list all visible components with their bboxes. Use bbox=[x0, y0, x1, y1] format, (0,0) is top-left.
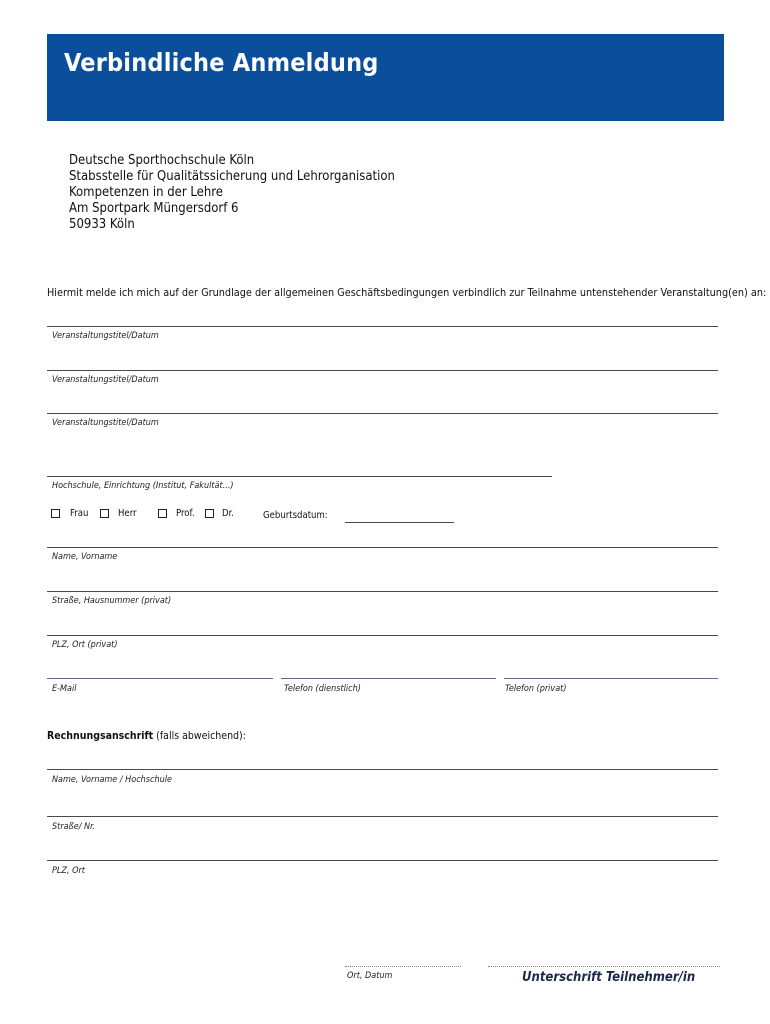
phone-private-label: Telefon (privat) bbox=[505, 684, 567, 694]
billing-name-label: Name, Vorname / Hochschule bbox=[52, 775, 172, 785]
billing-street-label: Straße/ Nr. bbox=[52, 822, 96, 832]
checkbox-herr-label: Herr bbox=[118, 508, 137, 519]
page-title: Verbindliche Anmeldung bbox=[64, 48, 379, 77]
place-date-field[interactable] bbox=[345, 966, 461, 967]
billing-name-field[interactable] bbox=[47, 769, 718, 770]
institution-label: Hochschule, Einrichtung (Institut, Fakultät...) bbox=[52, 481, 234, 491]
place-date-label: Ort, Datum bbox=[347, 971, 393, 981]
signature-field[interactable] bbox=[488, 966, 720, 967]
event-2-field[interactable] bbox=[47, 370, 718, 371]
email-label: E-Mail bbox=[52, 684, 77, 694]
checkbox-dr-label: Dr. bbox=[222, 508, 234, 519]
address-line: Kompetenzen in der Lehre bbox=[69, 185, 223, 200]
address-line: Stabsstelle für Qualitätssicherung und Lehrorganisation bbox=[69, 169, 395, 184]
birthdate-label: Geburtsdatum: bbox=[263, 510, 328, 521]
event-1-field[interactable] bbox=[47, 326, 718, 327]
checkbox-dr[interactable] bbox=[205, 509, 214, 518]
phone-work-field[interactable] bbox=[281, 678, 496, 679]
name-label: Name, Vorname bbox=[52, 552, 118, 562]
billing-heading-rest: (falls abweichend): bbox=[153, 730, 246, 742]
intro-text: Hiermit melde ich mich auf der Grundlage der allgemeinen Geschäftsbedingungen verbindlich zur Teilnahme untenstehender Veranstaltung(en) an: bbox=[47, 286, 767, 299]
checkbox-prof-label: Prof. bbox=[176, 508, 195, 519]
checkbox-herr[interactable] bbox=[100, 509, 109, 518]
billing-city-field[interactable] bbox=[47, 860, 718, 861]
email-field[interactable] bbox=[47, 678, 273, 679]
phone-work-label: Telefon (dienstlich) bbox=[284, 684, 361, 694]
signature-label: Unterschrift Teilnehmer/in bbox=[522, 970, 696, 985]
city-label: PLZ, Ort (privat) bbox=[52, 640, 118, 650]
address-block bbox=[69, 153, 395, 233]
address-line: Deutsche Sporthochschule Köln bbox=[69, 153, 255, 168]
event-1-label: Veranstaltungstitel/Datum bbox=[52, 331, 159, 341]
billing-heading bbox=[47, 730, 246, 742]
billing-street-field[interactable] bbox=[47, 816, 718, 817]
checkbox-prof[interactable] bbox=[158, 509, 167, 518]
billing-city-label: PLZ, Ort bbox=[52, 866, 85, 876]
event-2-label: Veranstaltungstitel/Datum bbox=[52, 375, 159, 385]
institution-field[interactable] bbox=[47, 476, 552, 477]
street-label: Straße, Hausnummer (privat) bbox=[52, 596, 172, 606]
event-3-field[interactable] bbox=[47, 413, 718, 414]
event-3-label: Veranstaltungstitel/Datum bbox=[52, 418, 159, 428]
phone-private-field[interactable] bbox=[504, 678, 718, 679]
birthdate-field[interactable] bbox=[345, 522, 454, 523]
address-line: Am Sportpark Müngersdorf 6 bbox=[69, 201, 239, 216]
city-field[interactable] bbox=[47, 635, 718, 636]
header-banner bbox=[47, 34, 724, 121]
name-field[interactable] bbox=[47, 547, 718, 548]
checkbox-frau-label: Frau bbox=[70, 508, 89, 519]
checkbox-frau[interactable] bbox=[51, 509, 60, 518]
billing-heading-bold: Rechnungsanschrift bbox=[47, 730, 154, 742]
address-line: 50933 Köln bbox=[69, 217, 135, 232]
street-field[interactable] bbox=[47, 591, 718, 592]
